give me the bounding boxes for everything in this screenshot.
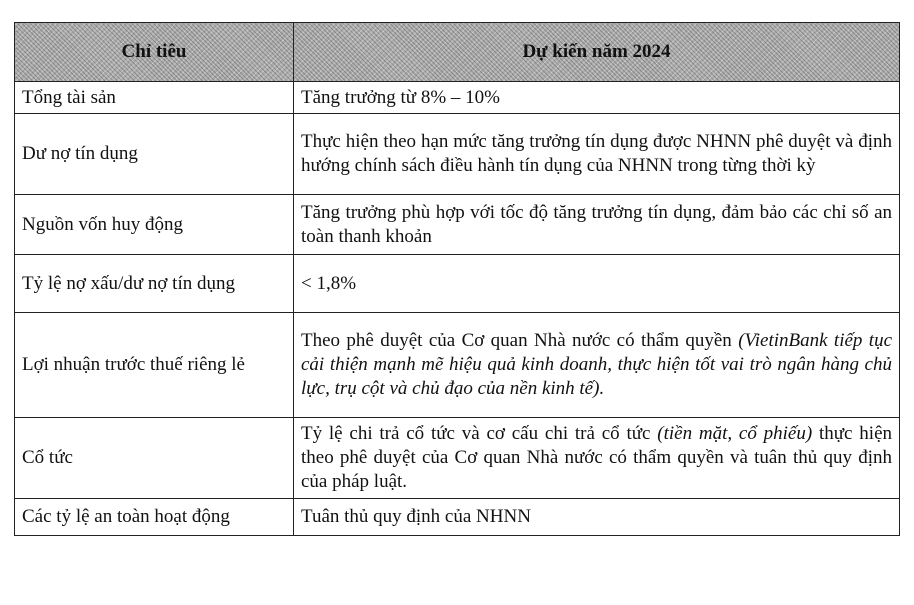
- plan-text: Theo phê duyệt của Cơ quan Nhà nước có thẩm quyền: [301, 330, 732, 351]
- plan-cell: [294, 313, 900, 418]
- plan-cell: Tuân thủ quy định của NHNN: [294, 499, 900, 536]
- indicator-cell: Lợi nhuận trước thuế riêng lẻ: [15, 313, 294, 418]
- table-row: [15, 82, 900, 114]
- header-plan-2024: Dự kiến năm 2024: [294, 23, 900, 82]
- table-row: [15, 499, 900, 536]
- indicator-cell: Tổng tài sản: [15, 82, 294, 114]
- table-row: [15, 195, 900, 255]
- business-plan-table: [14, 22, 900, 536]
- indicator-cell: Cổ tức: [15, 418, 294, 499]
- plan-cell: [294, 418, 900, 499]
- plan-text: Tỷ lệ chi trả cổ tức và cơ cấu chi trả cổ tức: [301, 423, 651, 444]
- table-row: [15, 418, 900, 499]
- table-row: [15, 313, 900, 418]
- plan-note-italic: (tiền mặt, cổ phiếu): [657, 423, 813, 444]
- indicator-cell: Dư nợ tín dụng: [15, 114, 294, 195]
- header-indicator: Chỉ tiêu: [15, 23, 294, 82]
- indicator-cell: Tỷ lệ nợ xấu/dư nợ tín dụng: [15, 255, 294, 313]
- indicator-cell: Các tỷ lệ an toàn hoạt động: [15, 499, 294, 536]
- plan-cell: < 1,8%: [294, 255, 900, 313]
- table-row: [15, 255, 900, 313]
- indicator-cell: Nguồn vốn huy động: [15, 195, 294, 255]
- plan-cell: Tăng trưởng từ 8% – 10%: [294, 82, 900, 114]
- plan-note-italic: (VietinBank tiếp tục cải thiện mạnh mẽ hiệu quả kinh doanh, thực hiện tốt vai trò ngân hàng chủ lực, trụ cột và chủ đạo của nền kinh tế).: [301, 330, 892, 399]
- plan-cell: Tăng trưởng phù hợp với tốc độ tăng trưởng tín dụng, đảm bảo các chỉ số an toàn thanh khoản: [294, 195, 900, 255]
- table-row: [15, 114, 900, 195]
- table-header-row: [15, 23, 900, 82]
- plan-text: thực hiện theo phê duyệt của Cơ quan Nhà nước có thẩm quyền và tuân thủ quy định của pháp luật.: [301, 423, 892, 492]
- plan-cell: Thực hiện theo hạn mức tăng trưởng tín dụng được NHNN phê duyệt và định hướng chính sách điều hành tín dụng của NHNN trong từng thời kỳ: [294, 114, 900, 195]
